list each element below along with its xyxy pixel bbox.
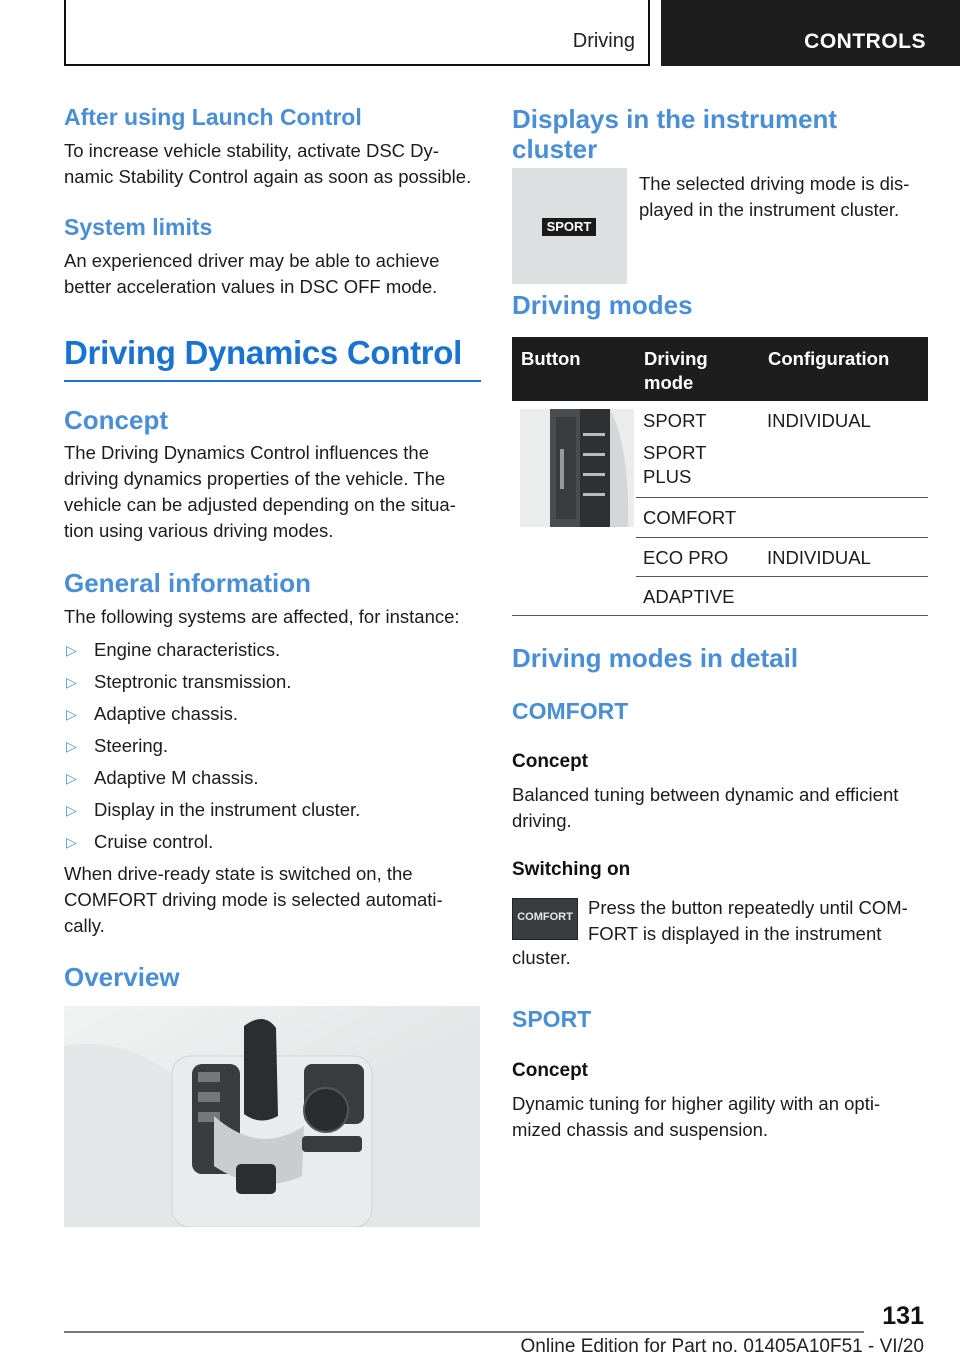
header-right-border [648, 0, 650, 66]
driving-modes-table [512, 337, 928, 607]
list-item: ▷ Cruise control. [64, 826, 482, 858]
mode-adaptive: ADAPTIVE [643, 586, 735, 607]
header-left-border [64, 0, 66, 66]
para-comfort-concept: Balanced tuning between dynamic and efficient driving. [512, 784, 899, 831]
table-row [636, 538, 928, 577]
para-switching-on: Press the button repeatedly until COM‐ FORT is displayed in the instrument [588, 897, 908, 944]
heading-after-launch-control: After using Launch Control [64, 104, 362, 130]
triangle-bullet-icon: ▷ [66, 738, 77, 754]
sport-display-badge: SPORT [542, 218, 596, 236]
triangle-bullet-icon: ▷ [66, 674, 77, 690]
mode-comfort: COMFORT [643, 507, 737, 528]
header-chapter: CONTROLS [804, 30, 926, 53]
center-console-illustration [64, 1006, 480, 1227]
triangle-bullet-icon: ▷ [66, 834, 77, 850]
list-item: ▷ Steering. [64, 730, 482, 762]
triangle-bullet-icon: ▷ [66, 802, 77, 818]
heading-driving-modes-in-detail: Driving modes in detail [512, 643, 799, 673]
config-individual-1: INDIVIDUAL [767, 410, 871, 431]
mode-sport-plus: SPORT PLUS [643, 442, 707, 487]
heading-sport-concept: Concept [512, 1060, 588, 1081]
para-sport-concept: Dynamic tuning for higher agility with an opti‐ mized chassis and suspension. [512, 1093, 881, 1140]
para-concept: The Driving Dynamics Control influences the driving dynamics properties of the vehicle. The vehicle can be adjusted depending on the situa‐ tion using various driving modes. [64, 442, 456, 541]
triangle-bullet-icon: ▷ [66, 770, 77, 786]
affected-systems-list [64, 634, 482, 858]
para-system-limits: An experienced driver may be able to achieve better acceleration values in DSC OFF mode. [64, 250, 440, 297]
instrument-cluster-display-image [512, 168, 627, 284]
mode-switch-illustration [520, 409, 634, 527]
comfort-button-image [512, 898, 578, 940]
page-title: Driving Dynamics Control [64, 334, 463, 371]
heading-displays-instrument-cluster: Displays in the instrument cluster [512, 104, 838, 164]
center-console-image [64, 1006, 480, 1227]
header-rule [64, 64, 650, 66]
header-section: Driving [572, 30, 635, 52]
list-item: ▷ Display in the instrument cluster. [64, 794, 482, 826]
table-row [636, 498, 928, 538]
page-number: 131 [882, 1302, 924, 1330]
heading-driving-modes: Driving modes [512, 290, 693, 320]
para-launch-control: To increase vehicle stability, activate DSC Dy‐ namic Stability Control again as soon as possible. [64, 140, 472, 187]
footer-rule [64, 1331, 864, 1333]
config-individual-2: INDIVIDUAL [767, 547, 871, 568]
list-item: ▷ Adaptive chassis. [64, 698, 482, 730]
column-header-driving-mode: Driving mode [644, 348, 708, 393]
heading-sport: SPORT [512, 1006, 592, 1032]
heading-comfort: COMFORT [512, 698, 629, 724]
triangle-bullet-icon: ▷ [66, 642, 77, 658]
heading-system-limits: System limits [64, 214, 213, 240]
heading-switching-on: Switching on [512, 859, 631, 880]
list-item: ▷ Adaptive M chassis. [64, 762, 482, 794]
column-header-button: Button [521, 348, 581, 369]
heading-comfort-concept: Concept [512, 751, 588, 772]
header-chapter-tab [661, 0, 960, 66]
heading-general-information: General information [64, 568, 312, 598]
table-row [636, 401, 928, 498]
list-item: ▷ Engine characteristics. [64, 634, 482, 666]
para-displays: The selected driving mode is dis‐ played in the instrument cluster. [639, 173, 910, 220]
heading-overview: Overview [64, 962, 180, 992]
mode-sport: SPORT [643, 410, 707, 431]
triangle-bullet-icon: ▷ [66, 706, 77, 722]
driving-mode-buttons-image [520, 409, 634, 527]
table-header [512, 337, 928, 401]
heading-concept: Concept [64, 405, 168, 435]
para-drive-ready: When drive-ready state is switched on, the COMFORT driving mode is selected automati‐ cally. [64, 863, 443, 936]
footer-edition: Online Edition for Part no. 01405A10F51 - VI/20 [520, 1336, 924, 1357]
title-rule [64, 380, 481, 382]
mode-eco-pro: ECO PRO [643, 547, 729, 568]
para-switching-on-end: cluster. [512, 947, 571, 968]
list-item: ▷ Steptronic transmission. [64, 666, 482, 698]
table-row [512, 577, 928, 616]
column-header-configuration: Configuration [768, 348, 890, 369]
comfort-button-label: COMFORT [517, 911, 573, 923]
para-general-information: The following systems are affected, for instance: [64, 606, 460, 627]
